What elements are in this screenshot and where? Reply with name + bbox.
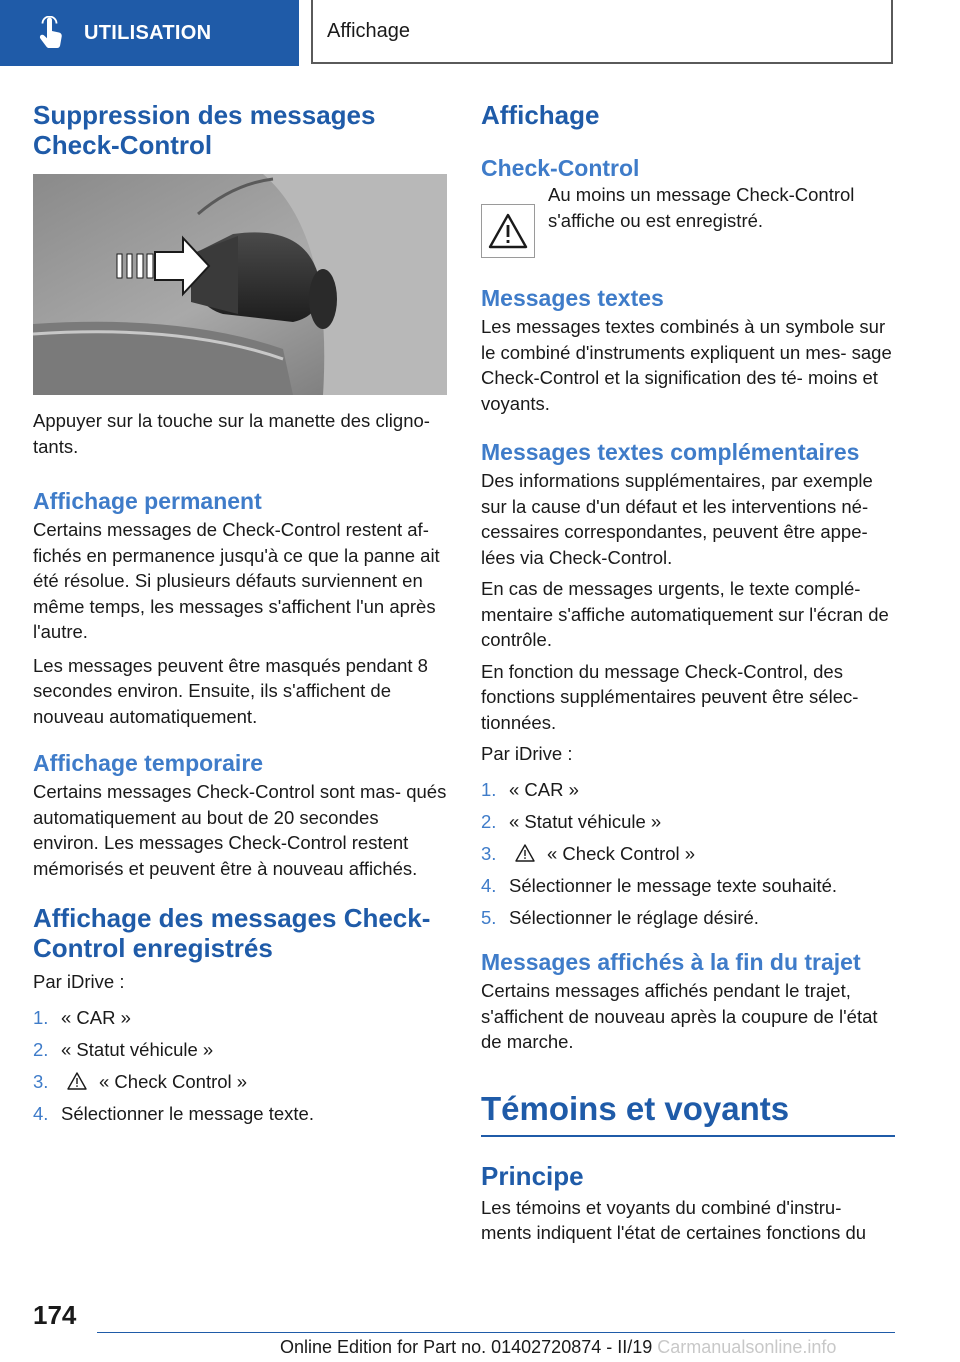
list-item (33, 1069, 447, 1095)
heading-principe: Principe (481, 1160, 584, 1191)
paragraph-textes: Les messages textes combinés à un symbole sur le combiné d'instruments expliquent un mes- sage Check-Control et la signification des té- moins et voyants. (481, 316, 892, 414)
list-item (33, 1037, 447, 1063)
paragraph-temporaire: Certains messages Check-Control sont mas- qués automatiquement au bout de 20 secondes environ. Les messages Check-Control restent mémorisés et peuvent être à nouveau affichés. (33, 781, 447, 879)
paragraph-permanent-1: Certains messages de Check-Control restent af- fichés en permanence jusqu'à ce que la panne ait été résolue. Si plusieurs défauts surviennent en même temps, les messages s'affichent l'un après l'autre. (33, 519, 440, 642)
left-column (33, 100, 447, 1133)
heading-textes: Messages textes (481, 285, 664, 311)
warning-triangle-icon (67, 1072, 87, 1090)
section-tab (0, 0, 299, 66)
edition-text: Online Edition for Part no. 01402720874 - II/19 (280, 1337, 653, 1357)
step-text: Sélectionner le message texte. (61, 1102, 314, 1124)
page-number: 174 (33, 1300, 77, 1330)
heading-rule (481, 1135, 895, 1137)
footer-edition (280, 1337, 836, 1358)
step-number: 4. (481, 874, 497, 896)
step-number: 2. (481, 810, 497, 832)
step-number: 1. (481, 778, 497, 800)
list-item (481, 905, 895, 931)
step-text: « Check Control » (99, 1070, 248, 1092)
paragraph-compl-2: En cas de messages urgents, le texte complé- mentaire s'affiche automatiquement sur l'écran de contrôle. (481, 578, 889, 650)
list-item (481, 809, 895, 835)
list-item (481, 873, 895, 899)
heading-affichage: Affichage (481, 100, 600, 130)
step-text: « CAR » (509, 778, 579, 800)
step-text: Sélectionner le réglage désiré. (509, 906, 759, 928)
step-text: « Statut véhicule » (509, 810, 662, 832)
list-item (33, 1101, 447, 1127)
heading-check-control: Check-Control (481, 155, 640, 181)
footer-rule (97, 1332, 895, 1333)
heading-enregistres: Affichage des messages Check- Control enregistrés (33, 903, 431, 963)
heading-suppression: Suppression des messages Check-Control (33, 100, 376, 160)
chapter-title: Affichage (327, 19, 411, 42)
step-text: Sélectionner le message texte souhaité. (509, 874, 838, 896)
paragraph-principe: Les témoins et voyants du combiné d'instru- ments indiquent l'état de certaines fonctions du (481, 1196, 867, 1243)
step-number: 3. (33, 1070, 49, 1092)
turn-signal-lever-photo (33, 174, 447, 395)
paragraph-compl-3: En fonction du message Check-Control, des fonctions supplémentaires peuvent être sélec- tionnées. (481, 660, 859, 733)
step-text: « Check Control » (547, 842, 696, 864)
chapter-tab (311, 0, 893, 64)
list-item (481, 841, 895, 867)
warning-note (481, 182, 895, 258)
page-header (0, 0, 960, 66)
paragraph-fin-trajet: Certains messages affichés pendant le trajet, s'affichent de nouveau après la coupure de l'état de marche. (481, 980, 878, 1052)
heading-temporaire: Affichage temporaire (33, 750, 264, 776)
paragraph-compl-1: Des informations supplémentaires, par exemple sur la cause d'un défaut et les interventions né- cessaires correspondantes, peuvent être appe- lées via Check-Control. (481, 470, 873, 568)
list-item (33, 1005, 447, 1031)
steps-list-left (33, 1005, 447, 1127)
step-text: « CAR » (61, 1006, 131, 1028)
right-column (481, 100, 895, 1246)
warning-triangle-icon (488, 213, 528, 249)
warning-triangle-icon (515, 844, 535, 862)
heading-temoins: Témoins et voyants (481, 1089, 790, 1127)
step-number: 3. (481, 842, 497, 864)
step-number: 2. (33, 1038, 49, 1060)
section-title: UTILISATION (84, 21, 212, 44)
paragraph-appuyer: Appuyer sur la touche sur la manette des cligno- tants. (33, 410, 430, 457)
list-item (481, 777, 895, 803)
heading-permanent: Affichage permanent (33, 488, 262, 514)
step-number: 4. (33, 1102, 49, 1124)
heading-complementaires: Messages textes complémentaires (481, 439, 860, 465)
warning-text: Au moins un message Check-Control s'affiche ou est enregistré. (548, 184, 855, 231)
hand-pointer-icon (34, 16, 68, 50)
warning-box (481, 204, 535, 258)
step-text: « Statut véhicule » (61, 1038, 214, 1060)
heading-fin-trajet: Messages affichés à la fin du trajet (481, 949, 861, 975)
watermark-text: Carmanualsonline.info (657, 1337, 837, 1357)
paragraph-permanent-2: Les messages peuvent être masqués pendant 8 secondes environ. Ensuite, ils s'affichent de nouveau automatiquement. (33, 654, 428, 727)
paragraph-idrive: Par iDrive : (33, 971, 125, 992)
step-number: 5. (481, 906, 497, 928)
step-number: 1. (33, 1006, 49, 1028)
steps-list-right (481, 777, 895, 931)
paragraph-idrive: Par iDrive : (481, 743, 573, 764)
